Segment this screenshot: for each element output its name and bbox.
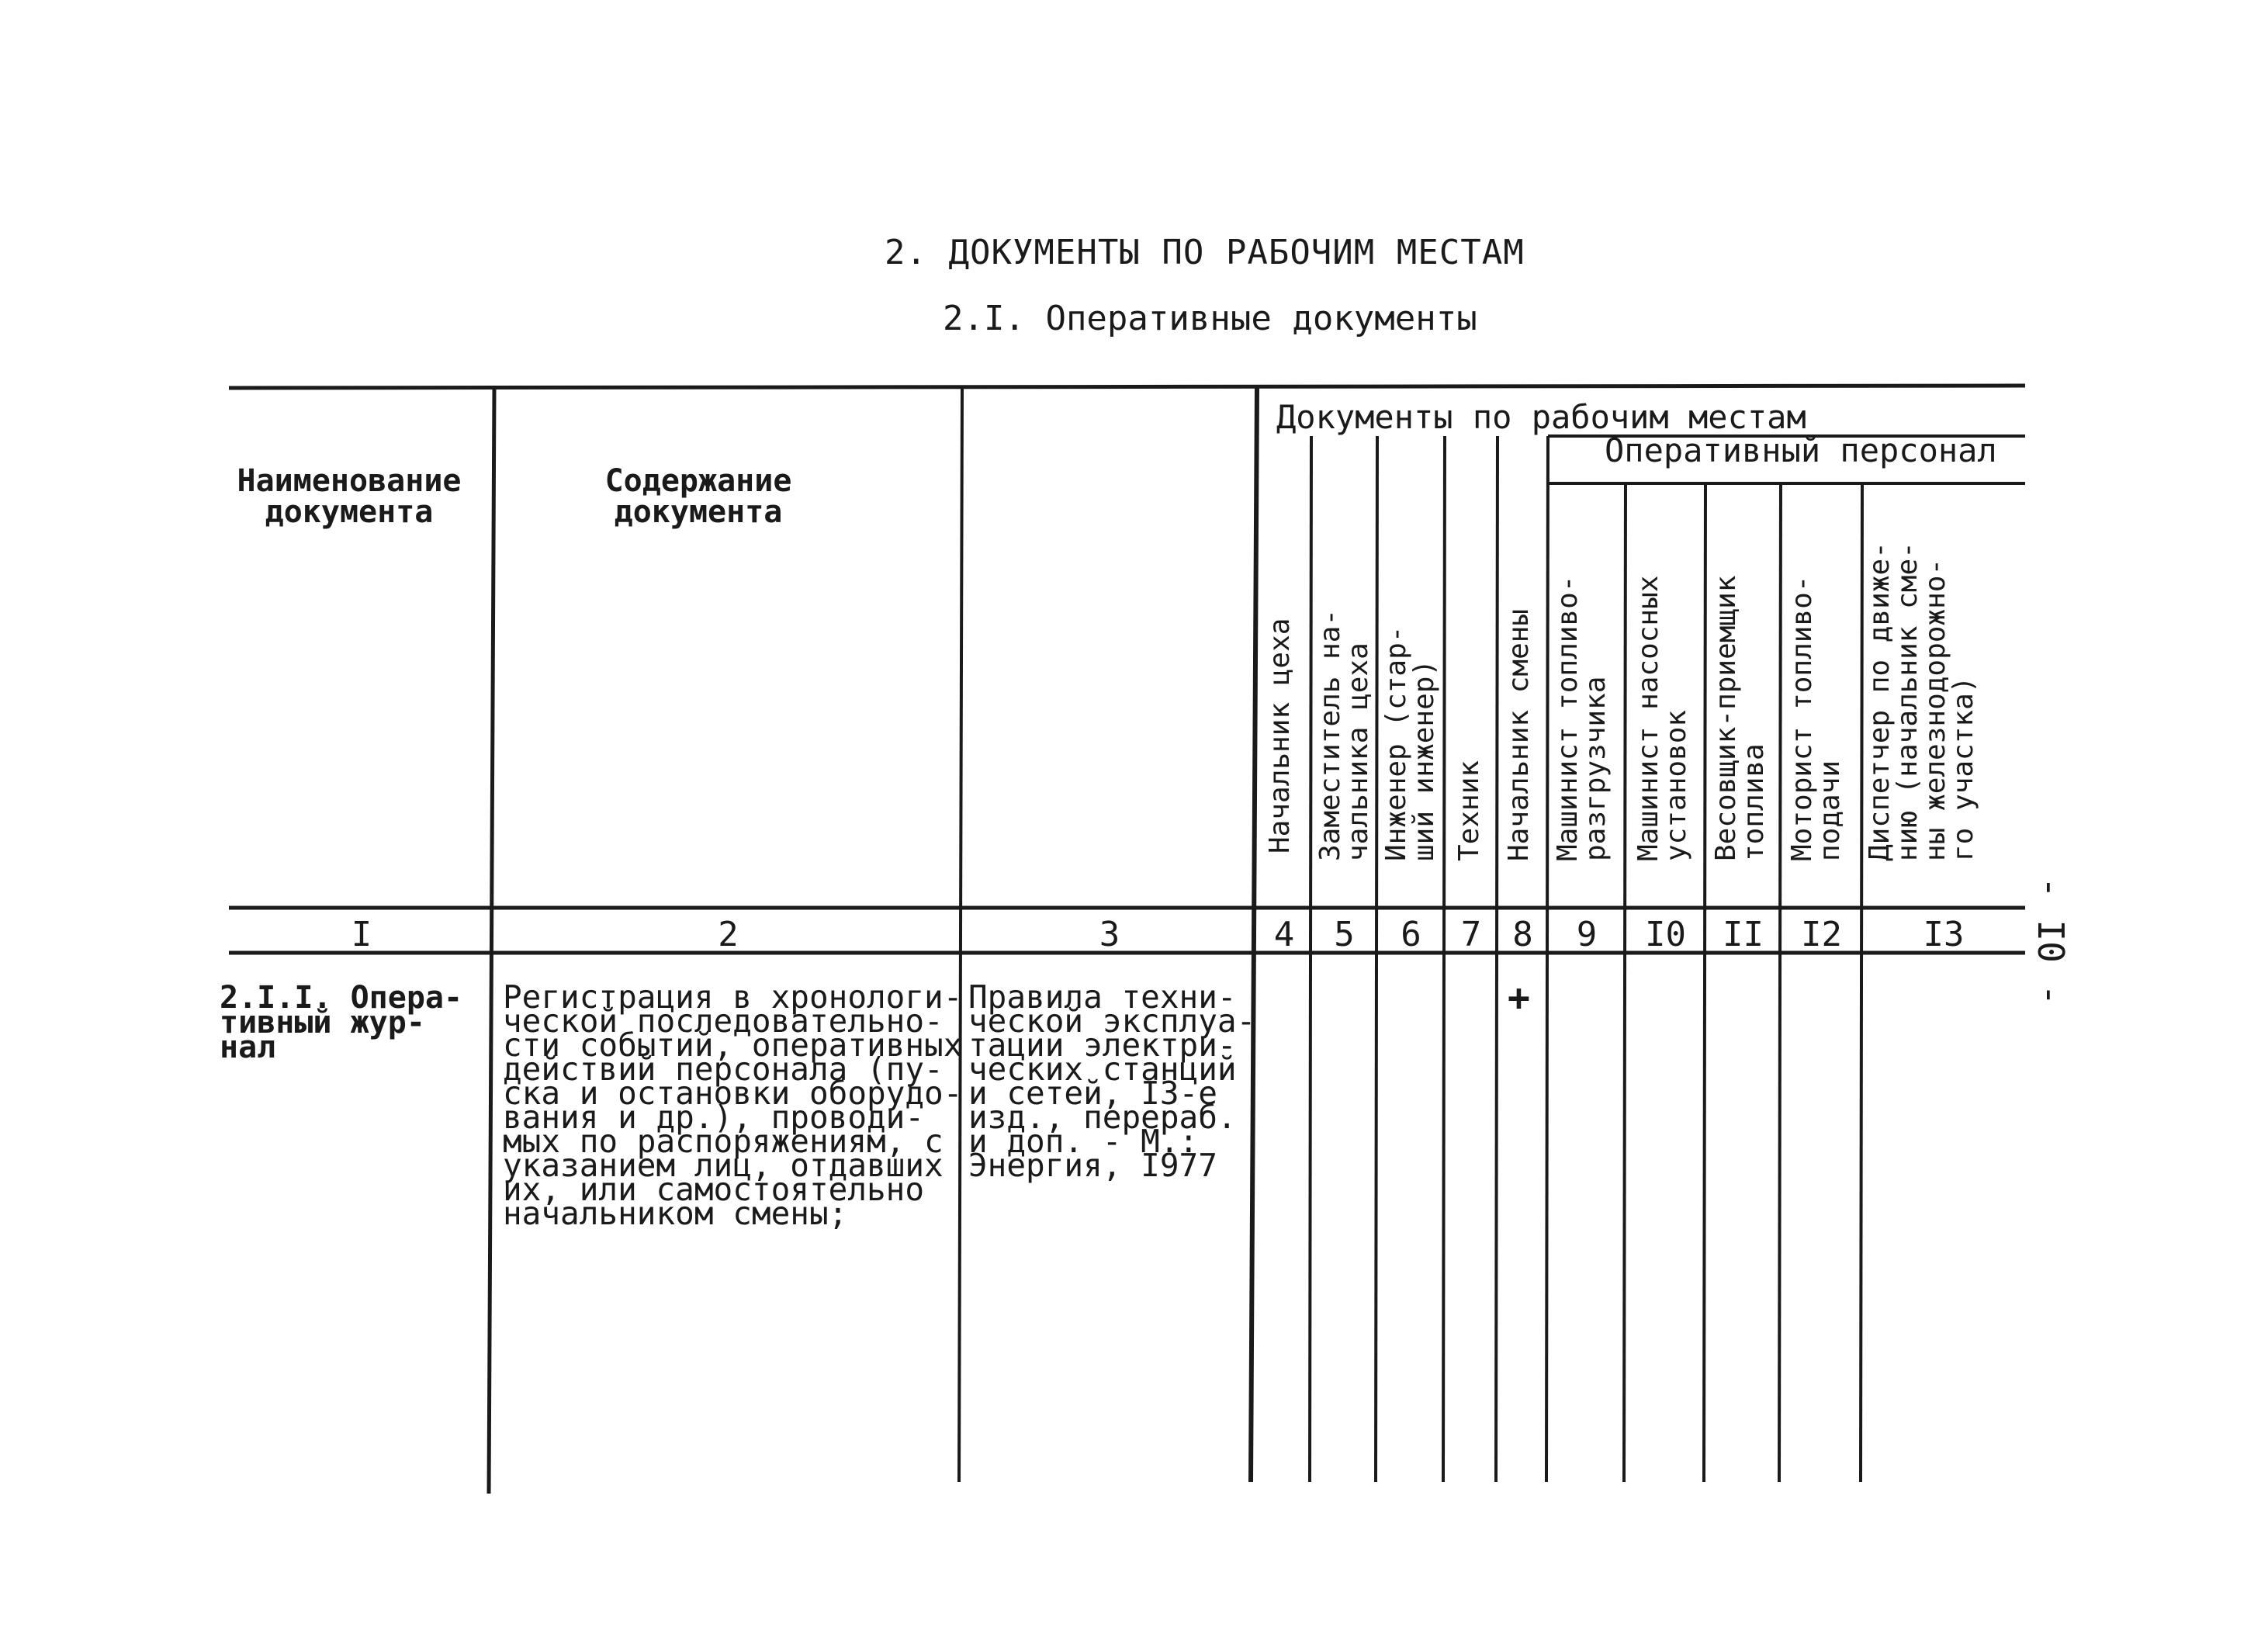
column-number-11: II bbox=[1723, 915, 1764, 954]
column-number-12: I2 bbox=[1801, 915, 1842, 954]
header-position-7: Техник bbox=[1453, 760, 1485, 861]
header-group-workplaces: Документы по рабочим местам bbox=[1276, 398, 1806, 436]
column-number-3: 3 bbox=[1099, 915, 1120, 954]
column-number-6: 6 bbox=[1401, 915, 1421, 954]
header-position-13: Диспетчер по движе- нию (начальник сме- ны железнодорожно- го участка) bbox=[1864, 542, 1979, 861]
header-group-operative-staff: Оперативный персонал bbox=[1605, 431, 1997, 469]
header-position-11: Весовщик-приемщик топлива bbox=[1710, 575, 1770, 861]
header-content: Содержание документа bbox=[604, 463, 792, 530]
header-position-4: Начальник цеха bbox=[1264, 618, 1296, 853]
header-position-9: Машинист топливо- разгрузчика bbox=[1552, 575, 1612, 861]
table-row-mark-8: + bbox=[1508, 976, 1530, 1020]
header-position-10: Машинист насосных установок bbox=[1633, 575, 1692, 861]
column-number-1: I bbox=[351, 915, 372, 954]
column-number-10: I0 bbox=[1645, 915, 1686, 954]
page-number: - I0 - bbox=[2030, 877, 2072, 1006]
column-number-5: 5 bbox=[1334, 915, 1355, 954]
subsection-title: 2.I. Оперативные документы bbox=[943, 299, 1477, 338]
column-number-8: 8 bbox=[1512, 915, 1533, 954]
header-position-6: Инженер (стар- ший инженер) bbox=[1380, 625, 1440, 861]
section-title: 2. ДОКУМЕНТЫ ПО РАБОЧИМ МЕСТАМ bbox=[885, 233, 1525, 272]
header-name: Наименование документа bbox=[237, 463, 462, 530]
table-row-content: Регистрация в хронологи- ческой последовательно- сти событий, оперативных действий персонала (пу- ска и остановки оборудо- вания и др.), проводи- мых по распоряжениям, с указанием лиц, отдавших их, или самостоятельно начальником смены; bbox=[503, 978, 963, 1232]
table-row-source: Правила техни- ческой эксплуа- тации электри- ческих станций и сетей, I3-е изд., перераб. и доп. - М.: Энергия, I977 bbox=[968, 978, 1256, 1184]
header-position-12: Моторист топливо- подачи bbox=[1786, 575, 1846, 861]
table-row-name: 2.I.I. Опера- тивный жур- нал bbox=[220, 980, 463, 1065]
column-number-9: 9 bbox=[1576, 915, 1598, 954]
column-number-13: I3 bbox=[1923, 915, 1965, 954]
column-number-7: 7 bbox=[1460, 915, 1482, 954]
header-position-8: Начальник смены bbox=[1503, 608, 1535, 861]
header-position-5: Заместитель на- чальника цеха bbox=[1314, 608, 1374, 861]
column-number-4: 4 bbox=[1273, 915, 1295, 954]
column-number-2: 2 bbox=[718, 915, 739, 954]
